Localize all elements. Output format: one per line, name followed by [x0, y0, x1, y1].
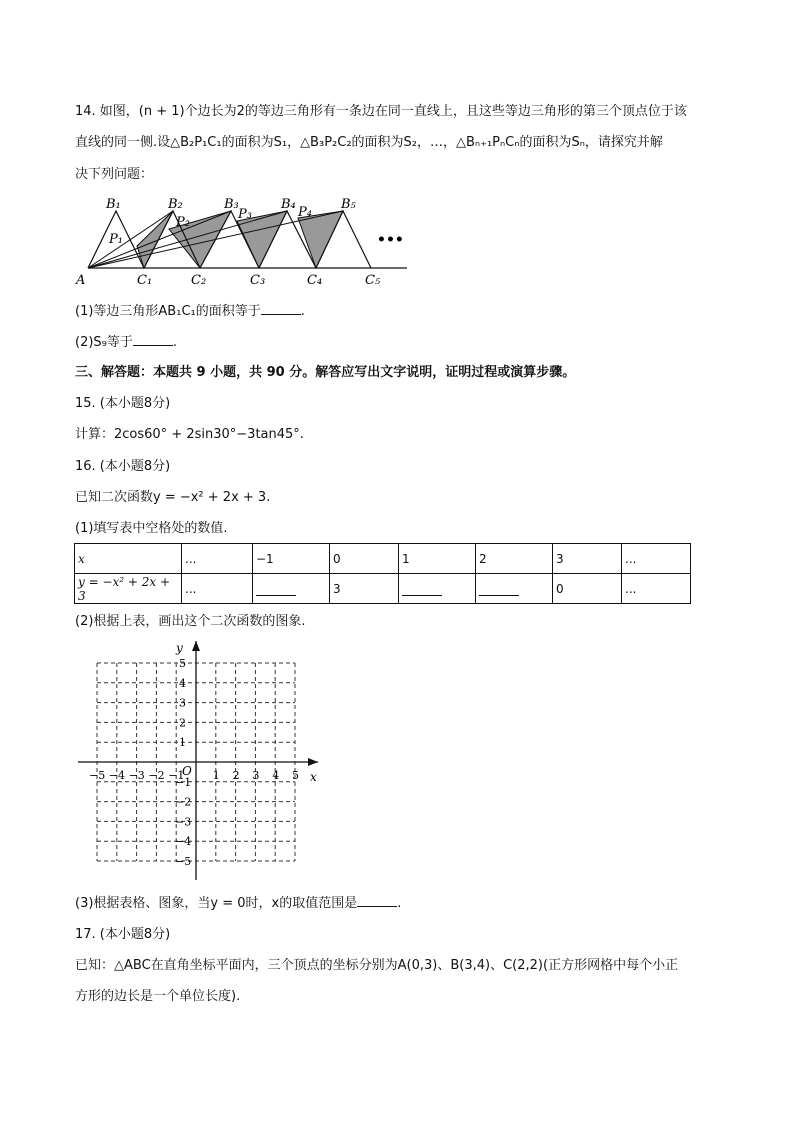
q14-sub2-blank[interactable]: [133, 333, 173, 346]
q16-sub3: (3)根据表格、图象，当y = 0时，x的取值范围是 .: [75, 896, 402, 911]
table-row-x: [75, 544, 691, 574]
x-tick-label: 4: [272, 769, 280, 782]
table-cell-blank[interactable]: [476, 574, 553, 604]
table-cell: 2: [476, 544, 553, 574]
q16-header: 16. (本小题8分): [75, 459, 171, 474]
x-axis-arrow: [308, 758, 318, 766]
y-tick-label: 2: [179, 716, 186, 730]
y-tick-label: 1: [179, 736, 186, 750]
q17-line1: 已知：△ABC在直角坐标平面内，三个顶点的坐标分别为A(0,3)、B(3,4)、C(2,2)(正方形网格中每个小正: [75, 958, 679, 973]
q15-text: 计算：2cos60° + 2sin30°−3tan45°.: [75, 427, 304, 442]
y-axis-arrow: [192, 641, 200, 651]
coordinate-grid: [70, 635, 330, 885]
q16-sub3-blank[interactable]: [357, 894, 397, 907]
q14-sub2: (2)S₉等于 .: [75, 335, 178, 350]
table-cell: 1: [399, 544, 476, 574]
label-b4: B₄: [281, 197, 296, 212]
x-tick-label: 3: [252, 769, 260, 782]
y-tick-label: −5: [175, 855, 192, 868]
x-tick-label: 5: [292, 769, 299, 782]
x-tick-label: −2: [148, 769, 165, 782]
ellipsis-dots: •••: [377, 232, 404, 248]
label-c5: C₅: [365, 273, 381, 288]
q14-sub1-text: (1)等边三角形AB₁C₁的面积等于: [75, 304, 261, 319]
q14-triangle-figure: [70, 192, 415, 292]
y-tick-label: 4: [179, 676, 186, 690]
y-tick-label: −3: [175, 815, 192, 829]
q17-header: 17. (本小题8分): [75, 927, 171, 942]
label-b2: B₂: [168, 197, 183, 212]
label-c4: C₄: [307, 273, 323, 288]
q14-sub1-blank[interactable]: [261, 302, 301, 315]
table-cell: ...: [182, 544, 253, 574]
q14-sub2-text: (2)S₉等于: [75, 335, 133, 350]
table-cell: ...: [182, 574, 253, 604]
label-c1: C₁: [137, 273, 153, 288]
section3-heading: 三、解答题：本题共 9 小题，共 90 分。解答应写出文字说明，证明过程或演算步骤。: [75, 365, 576, 380]
label-c2: C₂: [191, 273, 207, 288]
x-tick-label: −1: [168, 769, 185, 782]
y-tick-label: −4: [175, 835, 192, 849]
x-tick-label: 2: [232, 769, 240, 782]
q15-header: 15. (本小题8分): [75, 396, 171, 411]
value-table: [74, 543, 691, 604]
q14-line2: 直线的同一侧.设△B₂P₁C₁的面积为S₁，△B₃P₂C₂的面积为S₂，…，△Bₙ₊₁PₙCₙ的面积为Sₙ，请探究并解: [75, 135, 663, 150]
table-cell: ...: [622, 544, 691, 574]
table-cell: 0: [553, 574, 622, 604]
q14-line3: 决下列问题：: [75, 167, 154, 182]
table-cell: 3: [330, 574, 399, 604]
y-tick-label: −1: [175, 775, 192, 789]
table-cell: −1: [253, 544, 330, 574]
q16-intro: 已知二次函数y = −x² + 2x + 3.: [75, 490, 271, 505]
table-cell: y = −x² + 2x + 3: [75, 574, 182, 604]
q16-sub3-text: (3)根据表格、图象，当y = 0时，x的取值范围是: [75, 896, 358, 911]
label-b5: B₅: [341, 197, 356, 212]
x-axis-label: x: [310, 770, 317, 784]
label-p1: P₁: [109, 232, 123, 247]
label-p4: P₄: [298, 205, 312, 220]
x-tick-label: −4: [108, 769, 126, 782]
shaded-triangle-1: [137, 211, 173, 268]
table-cell: 0: [330, 544, 399, 574]
y-tick-label: 3: [179, 696, 186, 710]
q14-sub1: (1)等边三角形AB₁C₁的面积等于 .: [75, 304, 305, 319]
table-cell: x: [75, 544, 182, 574]
q14-line1: 14. 如图，(n + 1)个边长为2的等边三角形有一条边在同一直线上，且这些等边三角形的第三个顶点位于该: [75, 104, 687, 119]
table-cell-blank[interactable]: [253, 574, 330, 604]
y-tick-label: −2: [175, 795, 192, 809]
label-c3: C₃: [250, 273, 266, 288]
x-tick-label: 1: [212, 769, 220, 782]
table-cell-blank[interactable]: [399, 574, 476, 604]
label-b3: B₃: [224, 197, 239, 212]
y-axis-label: y: [176, 641, 183, 655]
label-p2: P₂: [176, 215, 190, 230]
y-tick-label: 5: [179, 657, 186, 670]
table-row-y: [75, 574, 691, 604]
x-tick-label: −3: [128, 769, 145, 782]
label-p3: P₃: [238, 207, 252, 222]
table-cell: ...: [622, 574, 691, 604]
label-b1: B₁: [106, 197, 121, 212]
x-tick-label: −5: [89, 769, 106, 782]
origin-label: O: [182, 764, 192, 778]
q17-line2: 方形的边长是一个单位长度).: [75, 989, 241, 1004]
q16-sub1: (1)填写表中空格处的数值.: [75, 521, 228, 536]
table-cell: 3: [553, 544, 622, 574]
label-a: A: [76, 273, 86, 288]
q16-sub2: (2)根据上表，画出这个二次函数的图象.: [75, 614, 306, 629]
